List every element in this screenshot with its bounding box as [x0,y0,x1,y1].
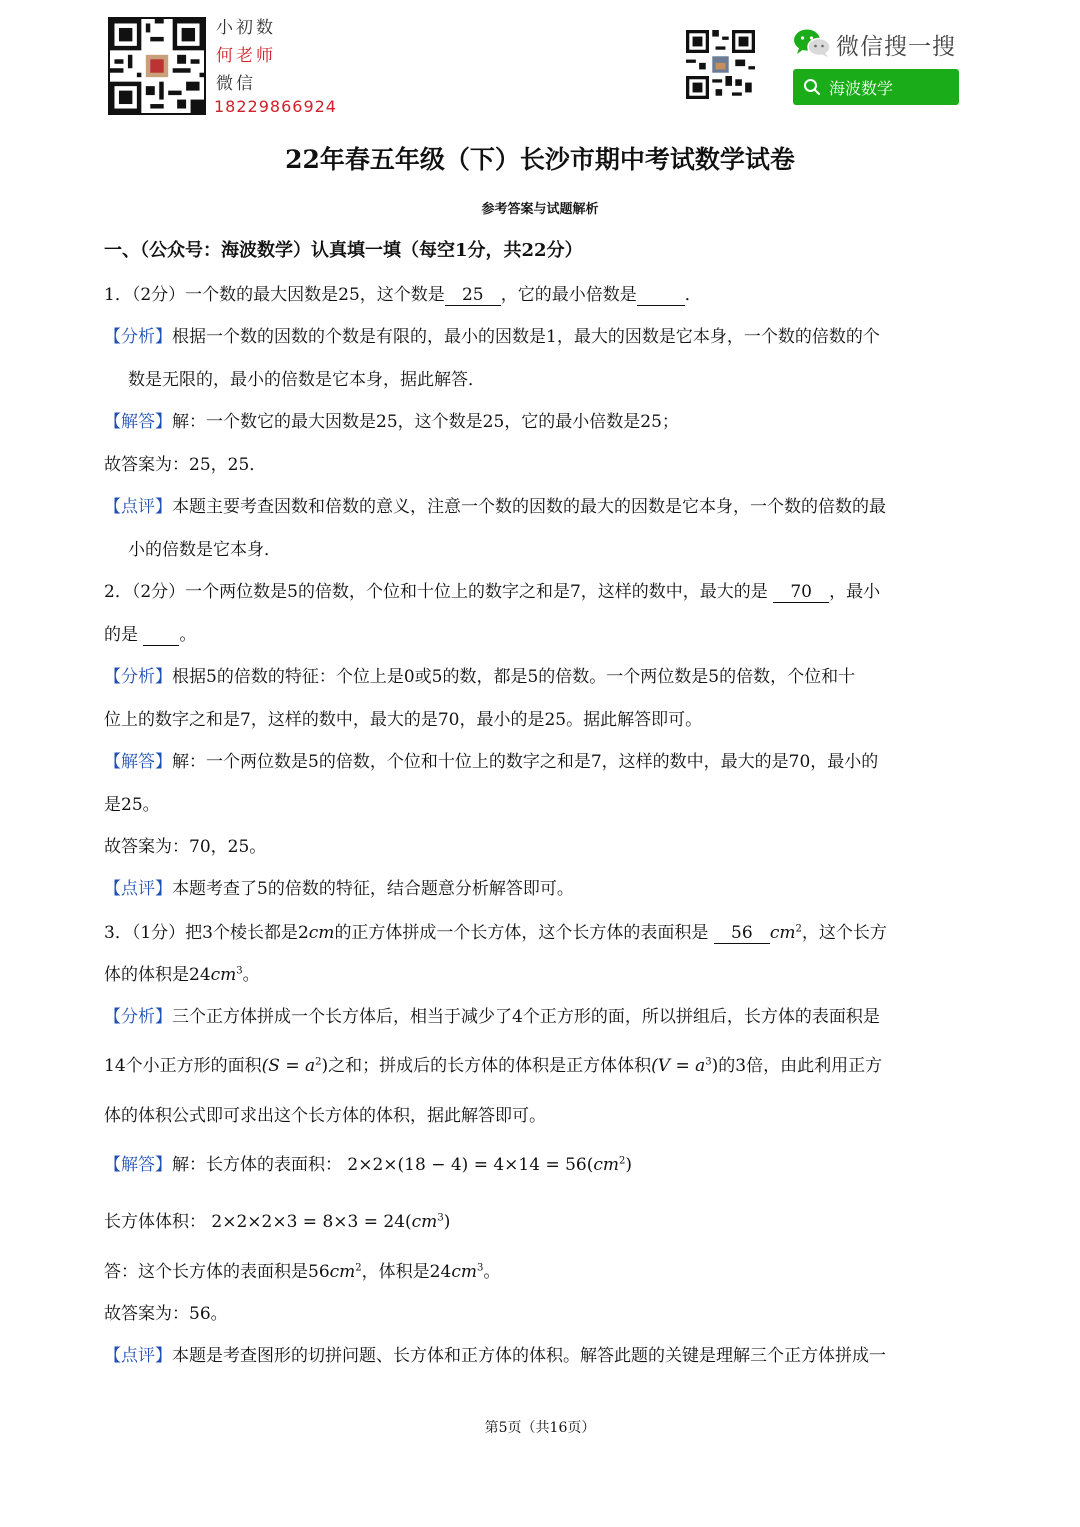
qr-pattern-2 [686,30,755,99]
q3-solution-3b: ，体积是 [361,1262,430,1282]
q1-stem-a: 1．（2分）一个数的最大因数是25，这个数是 [104,285,445,305]
q3-solution-3c: 。 [483,1262,501,1282]
q2-stem-b: ，最小 [829,582,881,602]
q3-unit: cm [593,1155,620,1175]
q3-stem-d: 体的体积是 [104,965,189,985]
q3-unit: cm [411,1212,438,1232]
q3-area: 56 [308,1262,330,1282]
q1-solution-text: 解：一个数它的最大因数是25，这个数是25，它的最小倍数是25； [172,412,679,432]
q3-analysis-cont-2: 体的体积公式即可求出这个长方体的体积，据此解答即可。 [104,1106,546,1126]
q1-analysis-1: 根据一个数的因数的个数是有限的，最小的因数是1，最大的因数是它本身，一个数的倍数的个 [172,327,880,347]
q3-analysis-2a: 14个小正方形的面积 [104,1056,262,1076]
q1-comment-1: 本题主要考查因数和倍数的意义，注意一个数的因数的最大的因数是它本身，一个数的倍数的最 [172,497,886,517]
teacher-qr-code [108,17,206,115]
q1-analysis [104,322,980,347]
q2-blank-2 [143,625,179,646]
solution-tag: 【解答】 [104,1155,172,1175]
q3-solution-2: 长方体体积： $2\times 2\times 2\times 3 = 8\times 3 = 24(cm^3)$ [104,1212,451,1232]
q3-solution-2a: 长方体体积： [104,1212,206,1232]
section-heading: 一、（公众号：海波数学）认真填一填（每空1分，共22分） [104,240,583,261]
q2-stem-c: 的是 [104,625,138,645]
analysis-tag: 【分析】 [104,1007,172,1027]
q3-solution-3a: 答：这个长方体的表面积是 [104,1262,308,1282]
q2-stem [104,577,980,603]
search-button[interactable] [793,69,959,105]
q3-formula-v: (V = a [651,1056,706,1076]
contact-phone: 18229866924 [214,97,337,116]
q3-unit: cm [769,923,796,943]
q3-stem-cont: 体的体积是$24cm^3$。 [104,965,260,985]
q3-analysis-1: 三个正方体拼成一个长方体后，相当于减少了4个正方形的面，所以拼组后，长方体的表面积是 [172,1007,880,1027]
q3-volume: 24 [189,965,211,985]
q1-comment [104,492,980,517]
q2-analysis [104,662,980,687]
q1-stem-c: ． [684,285,702,305]
q3-solution-1a: 解：长方体的表面积： [172,1155,342,1175]
q3-unit: cm [210,965,237,985]
q3-blank-1: 56 [714,923,770,944]
q3-stem-b: 的正方体拼成一个长方体，这个长方体的表面积是 [334,923,709,943]
q3-analysis-2b: 之和；拼成后的长方体的体积是正方体体积 [328,1056,652,1076]
q1-blank-2 [637,285,685,306]
q3-unit: cm [329,1262,356,1282]
q3-analysis [104,1002,980,1027]
contact-line-1: 小初数 [216,18,276,38]
comment-tag: 【点评】 [104,879,172,899]
q2-comment [104,874,980,899]
q2-analysis-cont: 位上的数字之和是7，这样的数中，最大的是70，最小的是25。据此解答即可。 [104,710,703,730]
q3-formula-s: (S = a [261,1056,316,1076]
q3-stem-e: 。 [242,965,260,985]
q2-solution-cont: 是25。 [104,795,160,815]
page-subtitle: 参考答案与试题解析 [481,202,599,217]
q2-answer: 故答案为：70，25。 [104,837,267,857]
q3-answer: 故答案为：56。 [104,1304,228,1324]
page-title: 22年春五年级（下）长沙市期中考试数学试卷 [285,145,795,174]
q3-solution-3: 答：这个长方体的表面积是$56cm^2$，体积是$24cm^3$。 [104,1262,501,1282]
analysis-tag: 【分析】 [104,327,172,347]
q3-solution-2b: 2×2×2×3 = 8×3 = 24( [211,1212,412,1232]
q1-comment-cont: 小的倍数是它本身． [128,540,281,560]
q3-unit: cm [308,923,335,943]
q3-solution-1b: 2×2×(18 − 4) = 4×14 = 56( [347,1155,594,1175]
q3-comment [104,1341,980,1366]
q1-solution [104,407,980,432]
contact-line-2: 何老师 [216,46,276,66]
wechat-logo-icon [793,28,831,58]
q2-solution [104,747,980,772]
q2-stem-d: 。 [179,625,197,645]
q2-comment-text: 本题考查了5的倍数的特征，结合题意分析解答即可。 [172,879,574,899]
q3-analysis-cont: 14个小正方形的面积$(S = a^2)$之和；拼成后的长方体的体积是正方体体积$(V = a^3)$的3倍，由此利用正方 [104,1056,883,1076]
q1-answer: 故答案为：25，25． [104,455,267,475]
q3-solution: 【解答】解：长方体的表面积： $2\times 2\times(18 - 4) = 4\times 14 = 56(cm^2)$ [104,1155,633,1175]
solution-tag: 【解答】 [104,412,172,432]
q2-stem-cont [104,620,980,646]
q3-stem: 3．（1分）把3个棱长都是2cm的正方体拼成一个长方体，这个长方体的表面积是 56 $cm^2$，这个长方 [104,923,887,943]
wechat-qr-code [686,30,755,99]
q3-unit: cm [451,1262,477,1282]
q1-analysis-cont: 数是无限的，最小的倍数是它本身，据此解答． [128,370,485,390]
search-button-label: 海波数学 [829,80,894,98]
q3-analysis-2c: 的3倍，由此利用正方 [718,1056,883,1076]
page-number: 第5页（共16页） [484,1420,596,1436]
q3-volume: 24 [429,1262,452,1282]
qr-pattern [110,19,204,113]
comment-tag: 【点评】 [104,497,172,517]
q1-blank-1: 25 [445,285,501,306]
q2-stem-a: 2．（2分）一个两位数是5的倍数，个位和十位上的数字之和是7，这样的数中，最大的是 [104,582,768,602]
search-icon [803,78,821,96]
q3-stem-c: ，这个长方 [801,923,887,943]
solution-tag: 【解答】 [104,752,172,772]
q1-stem [104,280,980,306]
q2-analysis-1: 根据5的倍数的特征：个位上是0或5的数，都是5的倍数。一个两位数是5的倍数，个位和十 [172,667,856,687]
wechat-search-text: 微信搜一搜 [836,34,956,60]
q3-stem-a: 3．（1分）把3个棱长都是 [104,923,298,943]
contact-line-3: 微信 [216,74,256,94]
q1-stem-b: ，它的最小倍数是 [500,285,637,305]
q2-blank-1: 70 [773,582,829,603]
comment-tag: 【点评】 [104,1346,172,1366]
q3-edge-length: 2 [297,923,309,943]
q3-comment-text: 本题是考查图形的切拼问题、长方体和正方体的体积。解答此题的关键是理解三个正方体拼成一 [172,1346,886,1366]
analysis-tag: 【分析】 [104,667,172,687]
q2-solution-1: 解：一个两位数是5的倍数，个位和十位上的数字之和是7，这样的数中，最大的是70，最小的 [172,752,879,772]
